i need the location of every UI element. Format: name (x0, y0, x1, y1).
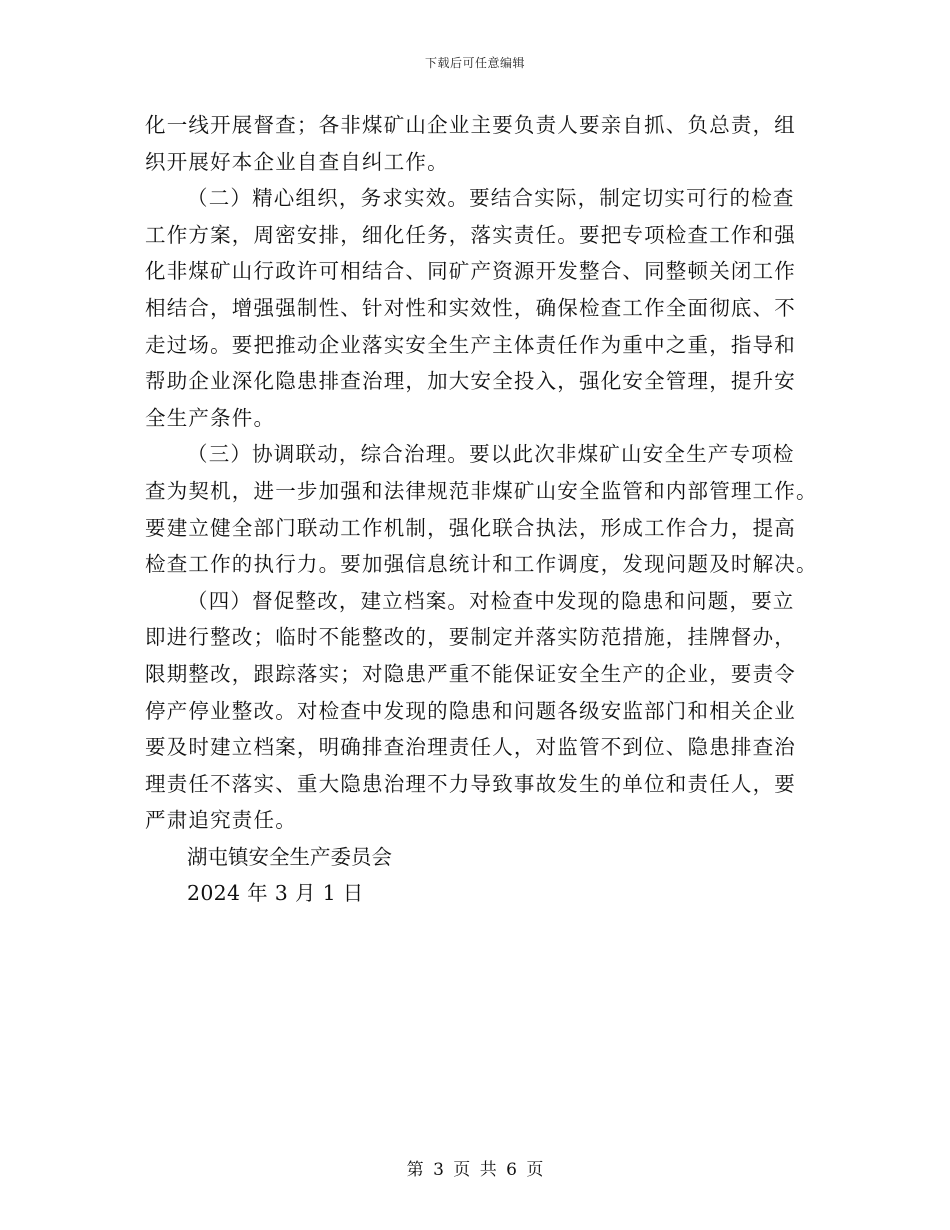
paragraph-section-3 (145, 436, 818, 582)
text-line: 相结合，增强强制性、针对性和实效性，确保检查工作全面彻底、不 (145, 295, 796, 320)
signature-organization: 湖屯镇安全生产委员会 (187, 844, 392, 869)
text-line: （四）督促整改，建立档案。对检查中发现的隐患和问题，要立 (187, 588, 795, 613)
text-line: 即进行整改；临时不能整改的，要制定并落实防范措施，挂牌督办， (145, 625, 796, 650)
text-line: 检查工作的执行力。要加强信息统计和工作调度，发现问题及时解决。 (145, 552, 818, 577)
text-line: 织开展好本企业自查自纠工作。 (145, 149, 449, 174)
text-line: 全生产条件。 (145, 405, 276, 430)
text-line: 严肃追究责任。 (145, 808, 297, 833)
text-line: 走过场。要把推动企业落实安全生产主体责任作为重中之重，指导和 (145, 332, 796, 357)
paragraph-continuation (145, 107, 805, 180)
paragraph-section-2 (145, 180, 805, 436)
text-line: 限期整改，跟踪落实；对隐患严重不能保证安全生产的企业，要责令 (145, 661, 796, 686)
paragraph-section-4 (145, 583, 805, 839)
page-number-footer: 第 3 页 共 6 页 (406, 1160, 544, 1180)
text-line: 停产停业整改。对检查中发现的隐患和问题各级安监部门和相关企业 (145, 698, 796, 723)
text-line: 查为契机，进一步加强和法律规范非煤矿山安全监管和内部管理工作。 (145, 478, 818, 503)
text-line: 要及时建立档案，明确排查治理责任人，对监管不到位、隐患排查治 (145, 735, 796, 760)
text-line: 帮助企业深化隐患排查治理，加大安全投入，强化安全管理，提升安 (145, 369, 796, 394)
text-line: 理责任不落实、重大隐患治理不力导致事故发生的单位和责任人，要 (145, 771, 796, 796)
text-line: 工作方案，周密安排，细化任务，落实责任。要把专项检查工作和强 (145, 222, 796, 247)
document-body (145, 107, 818, 912)
signature-date: 2024 年 3 月 1 日 (187, 881, 364, 906)
text-line: （二）精心组织，务求实效。要结合实际，制定切实可行的检查 (187, 186, 795, 211)
page-header: 下载后可任意编辑 (424, 56, 525, 70)
text-line: 化非煤矿山行政许可相结合、同矿产资源开发整合、同整顿关闭工作 (145, 259, 796, 284)
text-line: 要建立健全部门联动工作机制，强化联合执法，形成工作合力，提高 (145, 515, 796, 540)
text-line: （三）协调联动，综合治理。要以此次非煤矿山安全生产专项检 (187, 442, 795, 467)
text-line: 化一线开展督查；各非煤矿山企业主要负责人要亲自抓、负总责，组 (145, 113, 796, 137)
